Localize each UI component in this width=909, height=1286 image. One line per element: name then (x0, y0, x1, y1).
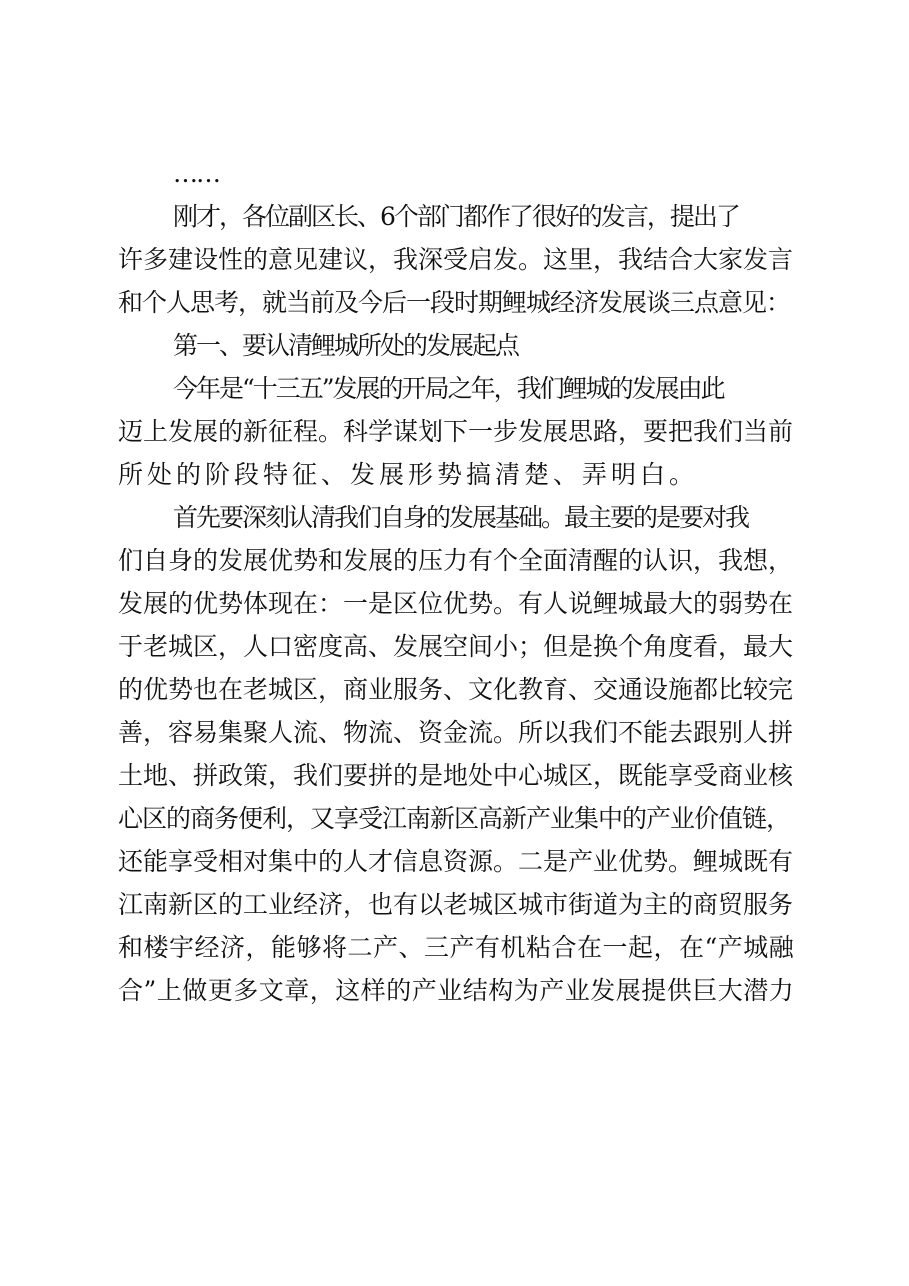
paragraph-line: 善，容易集聚人流、物流、资金流。所以我们不能去跟别人拼 (118, 718, 794, 747)
document-body (118, 152, 798, 1012)
paragraph-line: 所处的阶段特征、发展形势搞清楚、弄明白。 (118, 460, 699, 489)
paragraph-line: 江南新区的工业经济，也有以老城区城市街道为主的商贸服务 (118, 890, 794, 919)
paragraph-line: 首先要深刻认清我们自身的发展基础。最主要的是要对我 (173, 503, 749, 532)
paragraph-line: 许多建设性的意见建议，我深受启发。这里，我结合大家发言 (118, 245, 794, 274)
paragraph-line: 今年是“十三五”发展的开局之年，我们鲤城的发展由此 (173, 374, 724, 403)
paragraph-line: 土地、拼政策，我们要拼的是地处中心城区，既能享受商业核 (118, 761, 794, 790)
paragraph-line: 合”上做更多文章，这样的产业结构为产业发展提供巨大潜力 (118, 976, 795, 1005)
paragraph-line: 发展的优势体现在：一是区位优势。有人说鲤城最大的弱势在 (118, 589, 794, 618)
ellipsis-line: …… (173, 159, 219, 188)
paragraph-line: 还能享受相对集中的人才信息资源。二是产业优势。鲤城既有 (118, 847, 794, 876)
section-heading: 第一、要认清鲤城所处的发展起点 (173, 331, 519, 360)
paragraph-line: 刚才，各位副区长、6个部门都作了很好的发言，提出了 (173, 202, 739, 231)
paragraph-line: 迈上发展的新征程。科学谋划下一步发展思路，要把我们当前 (118, 417, 794, 446)
paragraph-line: 于老城区，人口密度高、发展空间小；但是换个角度看，最大 (118, 632, 794, 661)
paragraph-line: 和个人思考，就当前及今后一段时期鲤城经济发展谈三点意见： (118, 288, 791, 317)
paragraph-line: 和楼宇经济，能够将二产、三产有机粘合在一起，在“产城融 (118, 933, 795, 962)
paragraph-line: 的优势也在老城区，商业服务、文化教育、交通设施都比较完 (118, 675, 794, 704)
paragraph-line: 们自身的发展优势和发展的压力有个全面清醒的认识，我想， (118, 546, 794, 575)
paragraph-line: 心区的商务便利，又享受江南新区高新产业集中的产业价值链， (118, 804, 791, 833)
